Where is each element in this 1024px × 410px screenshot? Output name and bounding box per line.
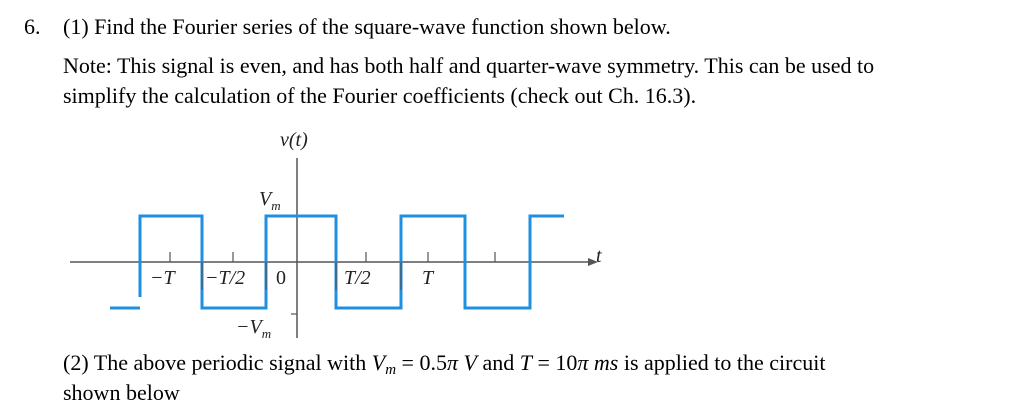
problem-number: 6. xyxy=(24,14,41,39)
tick-label-neg-t: −T xyxy=(150,267,175,289)
neg-vm-label: $-V_m$ xyxy=(236,316,272,341)
note-line-2: simplify the calculation of the Fourier coefficients (check out Ch. 16.3). xyxy=(63,83,697,108)
vm-label: $V_m$ xyxy=(259,188,281,213)
tick-label-t: T xyxy=(422,267,434,289)
tick-label-zero: 0 xyxy=(276,267,286,289)
v-axis-label: v(t) xyxy=(280,129,308,151)
tick-label-t-half: T/2 xyxy=(344,267,371,289)
tick-label-neg-t-half: −T/2 xyxy=(205,267,246,289)
t-axis-label: t xyxy=(596,245,602,267)
part2-question: (2) The above periodic signal with $V_m = 0.5\pi$ V and T = 10π ms is applied to the circuit xyxy=(63,350,826,378)
shown-below-text: shown below xyxy=(63,380,180,405)
part1-question: (1) Find the Fourier series of the square-wave function shown below. xyxy=(63,14,671,39)
note-line-1: Note: This signal is even, and has both half and quarter-wave symmetry. This can be used to xyxy=(63,53,875,78)
